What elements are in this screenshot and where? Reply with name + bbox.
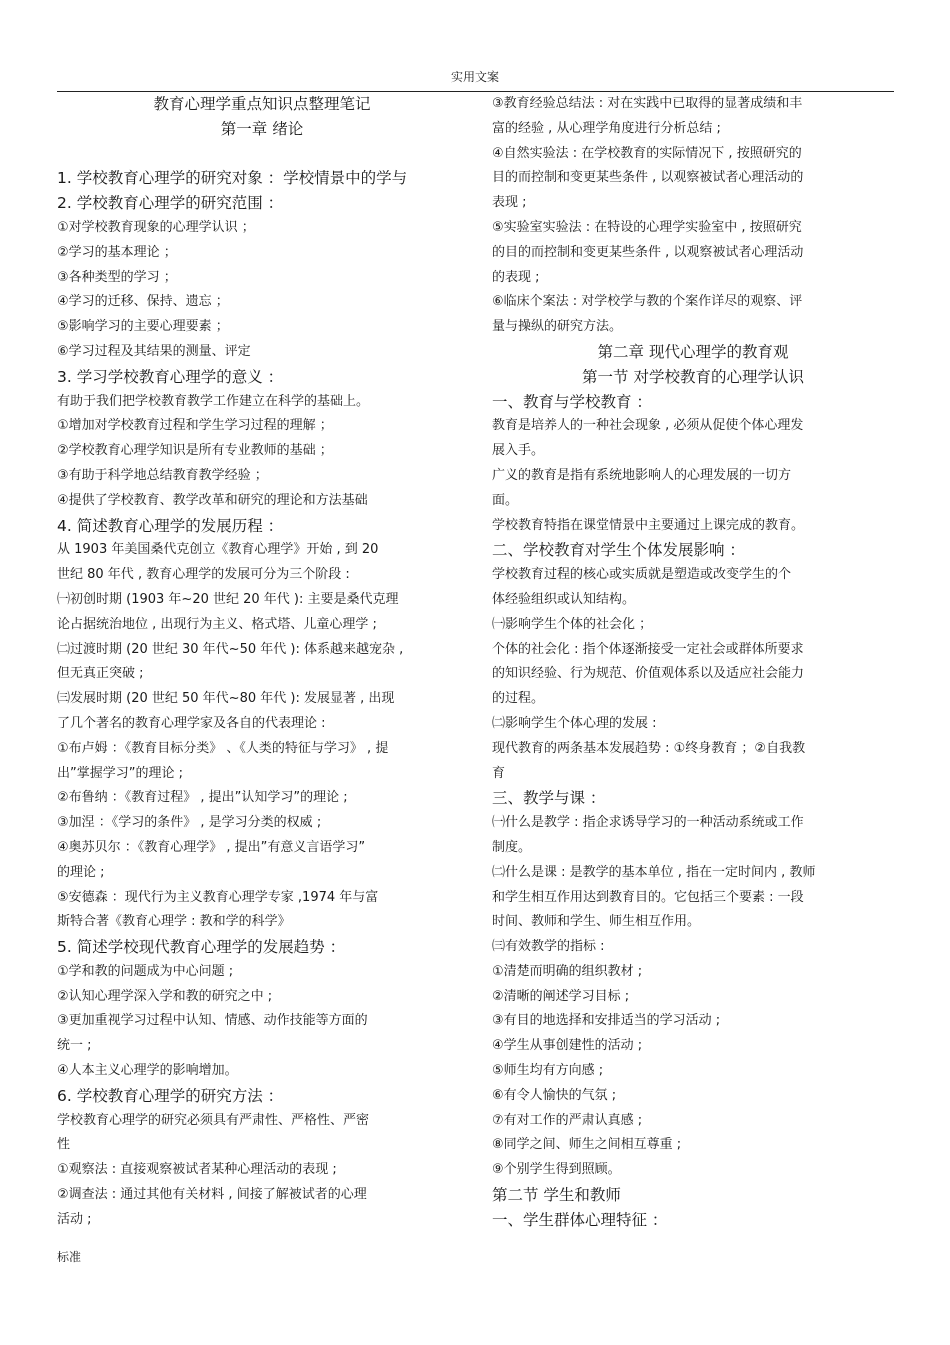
text-line: 但无真正突破 ; bbox=[57, 666, 144, 682]
text-line: 学校教育心理学的研究必须具有严肃性、严格性、严密 bbox=[57, 1112, 370, 1128]
text-line: 的表现 ; bbox=[492, 269, 540, 285]
text-line: ②学校教育心理学知识是所有专业教师的基础 ； bbox=[57, 443, 333, 459]
text-line: ㈡过渡时期 (20 世纪 30 年代~50 年代 ): 体系越来越宠杂 , bbox=[57, 641, 404, 657]
text-line: ⑨个别学生得到照顾。 bbox=[492, 1162, 621, 1178]
heading-line: 4. 简述教育心理学的发展历程 ： bbox=[57, 516, 284, 535]
text-line: ⑤影响学习的主要心理要素 ； bbox=[57, 319, 229, 335]
text-line: 活动 ; bbox=[57, 1211, 92, 1227]
text-line: 世纪 80 年代 , 教育心理学的发展可分为三个阶段 : bbox=[57, 567, 350, 583]
text-line: ㈠初创时期 (1903 年~20 世纪 20 年代 ): 主要是桑代克理 bbox=[57, 591, 399, 607]
text-line: 统一 ; bbox=[57, 1038, 92, 1054]
text-line: 广义的教育是指有系统地影响人的心理发展的一切方 bbox=[492, 467, 792, 483]
text-line: ⑥学习过程及其结果的测量、评定 bbox=[57, 343, 251, 359]
text-line: ㈡什么是课 : 是教学的基本单位 , 指在一定时间内 , 教师 bbox=[492, 864, 816, 880]
text-line: ⑦有对工作的严肃认真感 ; bbox=[492, 1112, 643, 1128]
text-line: 学校教育过程的核心或实质就是塑造或改变学生的个 bbox=[492, 567, 792, 583]
text-line: 性 bbox=[57, 1137, 71, 1153]
blank-line bbox=[57, 142, 467, 167]
text-line: ⑥临床个案法 : 对学校学与教的个案作详尽的观察、评 bbox=[492, 294, 803, 310]
text-line: ⑤师生均有方向感 ; bbox=[492, 1063, 604, 1079]
heading-line: 二、学校教育对学生个体发展影响 ： bbox=[492, 541, 745, 560]
text-line: 个体的社会化 : 指个体逐渐接受一定社会或群体所要求 bbox=[492, 641, 804, 657]
text-line: ②认知心理学深入学和教的研究之中 ; bbox=[57, 988, 273, 1004]
text-line: 论占据统治地位 , 出现行为主义、格式塔、儿童心理学 ; bbox=[57, 616, 377, 632]
text-line: ①清楚而明确的组织教材 ; bbox=[492, 963, 643, 979]
text-line: ㈢发展时期 (20 世纪 50 年代~80 年代 ): 发展显著 , 出现 bbox=[57, 691, 395, 707]
heading-line: 2. 学校教育心理学的研究范围 ： bbox=[57, 194, 284, 213]
text-line: 的过程。 bbox=[492, 691, 545, 707]
text-line: ④提供了学校教育、教学改革和研究的理论和方法基础 bbox=[57, 492, 368, 508]
heading-line: 一、教育与学校教育 ： bbox=[492, 392, 652, 411]
text-line: ④学习的迁移、保持、遗忘 ； bbox=[57, 294, 229, 310]
text-line: ⑤安德森 ：现代行为主义教育心理学专家 ,1974 年与富 bbox=[57, 889, 379, 905]
text-line: 展入手。 bbox=[492, 443, 545, 459]
text-line: 面。 bbox=[492, 492, 519, 508]
text-line: ㈠影响学生个体的社会化 ； bbox=[492, 616, 653, 632]
text-line: ①学和教的问题成为中心问题 ; bbox=[57, 963, 234, 979]
text-line: ②布鲁纳 ：《教育过程》 , 提出”认知学习”的理论 ; bbox=[57, 790, 348, 806]
text-line: 量与操纵的研究方法。 bbox=[492, 319, 623, 335]
text-line: ①对学校教育现象的心理学认识 ； bbox=[57, 219, 255, 235]
text-line: ⑥有令人愉快的气氛 ; bbox=[492, 1087, 617, 1103]
text-line: ③更加重视学习过程中认知、情感、动作技能等方面的 bbox=[57, 1013, 368, 1029]
text-line: ③教育经验总结法 : 对在实践中已取得的显著成绩和丰 bbox=[492, 96, 803, 111]
heading-line: 1. 学校教育心理学的研究对象 ：学校情景中的学与 bbox=[57, 169, 408, 188]
text-line: 富的经验 , 从心理学角度进行分析总结 ; bbox=[492, 120, 721, 136]
right-column bbox=[492, 92, 894, 1233]
text-line: ㈢有效教学的指标 : bbox=[492, 939, 605, 955]
text-line: ④人本主义心理学的影响增加。 bbox=[57, 1063, 238, 1079]
text-line: ①观察法 : 直接观察被试者某种心理活动的表现 ; bbox=[57, 1162, 337, 1178]
text-line: 现代教育的两条基本发展趋势 : ①终身教育 ；②自我教 bbox=[492, 740, 806, 756]
text-line: 有助于我们把学校教育教学工作建立在科学的基础上。 bbox=[57, 393, 370, 409]
text-line: 教育是培养人的一种社会现象 , 必须从促使个体心理发 bbox=[492, 418, 804, 434]
heading-line: 5. 简述学校现代教育心理学的发展趋势 ： bbox=[57, 938, 346, 957]
left-column bbox=[57, 92, 467, 1233]
text-line: ④奥苏贝尔 ：《教育心理学》 , 提出”有意义言语学习” bbox=[57, 839, 366, 855]
text-line: ①布卢姆 ：《教育目标分类》 、《人类的特征与学习》 , 提 bbox=[57, 740, 389, 756]
text-line: ⑧同学之间、师生之间相互尊重 ; bbox=[492, 1137, 682, 1153]
text-line: ㈠什么是教学 : 指企求诱导学习的一种活动系统或工作 bbox=[492, 815, 804, 831]
heading-line: 第一节 对学校教育的心理学认识 bbox=[582, 367, 804, 386]
heading-line: 教育心理学重点知识点整理笔记 bbox=[153, 95, 371, 113]
page-footer: 标准 bbox=[57, 1250, 82, 1264]
text-line: ③有助于科学地总结教育教学经验 ； bbox=[57, 467, 268, 483]
text-line: 的目的而控制和变更某些条件 , 以观察被试者心理活动 bbox=[492, 244, 804, 260]
heading-line: 第二章 现代心理学的教育观 bbox=[597, 342, 789, 361]
text-line: ②调查法 : 通过其他有关材料 , 间接了解被试者的心理 bbox=[57, 1187, 367, 1203]
heading-line: 6. 学校教育心理学的研究方法 ： bbox=[57, 1086, 284, 1105]
text-line: 制度。 bbox=[492, 839, 532, 855]
text-line: ②清晰的阐述学习目标 ; bbox=[492, 988, 630, 1004]
text-line: 体经验组织或认知结构。 bbox=[492, 591, 636, 607]
text-line: ②学习的基本理论 ； bbox=[57, 244, 177, 260]
text-line: 和学生相互作用达到教育目的。它包括三个要素 : 一段 bbox=[492, 889, 804, 905]
heading-line: 第二节 学生和教师 bbox=[492, 1186, 621, 1205]
text-line: ③各种类型的学习 ； bbox=[57, 269, 177, 285]
text-line: 表现 ; bbox=[492, 195, 527, 211]
text-line: 了几个著名的教育心理学家及各自的代表理论 : bbox=[57, 715, 326, 731]
text-line: ㈡影响学生个体心理的发展 : bbox=[492, 715, 657, 731]
page-header: 实用文案 bbox=[450, 70, 499, 84]
text-line: 时间、教师和学生、师生相互作用。 bbox=[492, 914, 701, 930]
text-line: 从 1903 年美国桑代克创立《教育心理学》开始 , 到 20 bbox=[57, 542, 379, 558]
heading-line: 三、教学与课 ： bbox=[492, 789, 606, 808]
heading-line: 一、学生群体心理特征 ： bbox=[492, 1210, 668, 1229]
text-line: 的理论 ; bbox=[57, 864, 105, 880]
text-line: ④自然实验法 : 在学校教育的实际情况下 , 按照研究的 bbox=[492, 145, 802, 161]
text-line: ④学生从事创建性的活动 ; bbox=[492, 1038, 643, 1054]
heading-line: 第一章 绪论 bbox=[220, 119, 304, 138]
text-line: 目的而控制和变更某些条件 , 以观察被试者心理活动的 bbox=[492, 170, 804, 186]
text-line: 育 bbox=[492, 765, 506, 781]
heading-line: 3. 学习学校教育心理学的意义 ： bbox=[57, 367, 284, 386]
text-line: 出”掌握学习”的理论 ; bbox=[57, 765, 183, 781]
text-line: ⑤实验室实验法 : 在特设的心理学实验室中 , 按照研究 bbox=[492, 219, 802, 235]
text-line: ③加涅 ：《学习的条件》 , 是学习分类的权威 ; bbox=[57, 815, 322, 831]
text-line: ①增加对学校教育过程和学生学习过程的理解 ； bbox=[57, 418, 333, 434]
text-line: 的知识经验、行为规范、价值观体系以及适应社会能力 bbox=[492, 666, 805, 682]
text-line: 学校教育特指在课堂情景中主要通过上课完成的教育。 bbox=[492, 517, 805, 533]
text-line: 斯特合著《教育心理学 : 教和学的科学》 bbox=[57, 914, 291, 930]
text-line: ③有目的地选择和安排适当的学习活动 ; bbox=[492, 1013, 721, 1029]
